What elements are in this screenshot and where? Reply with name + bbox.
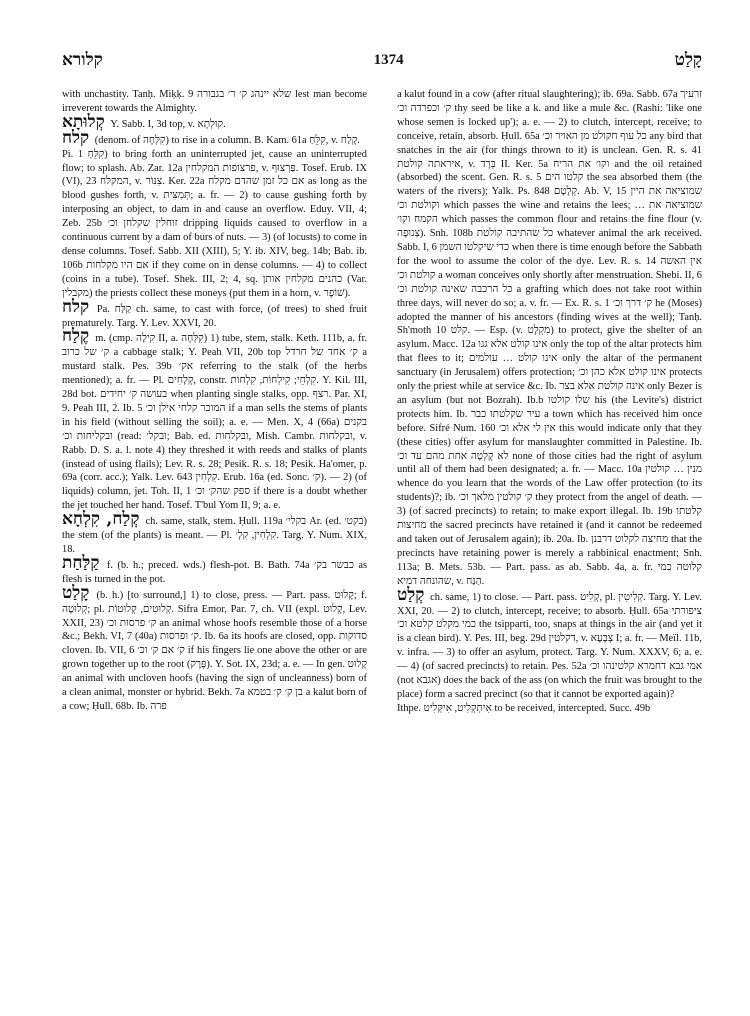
entry-headword: קלח — [62, 296, 90, 317]
entry-headword: קָלַט — [62, 582, 90, 603]
entry-text: (b. h.) [to surround,] 1) to close, press. — Part. pass. קָלוּט; f. קְלוּטָה; pl. קְלוּטִים, קְלוּטוֹת. Sifra Emor, Par. 7, ch. VII (expl. קָלוּט, Lev. XXII, 23) ק׳ פרסות וכ׳ an animal whose hoofs resemble those of a horse &c.; Bekh. VI, 7 (40a) ק׳ ופרסות. Ib. 6a its hoofs are closed, opp. סדוקות cloven. Ib. VII, 6 ק׳ אם ק׳ וכ׳ if his fingers lie one above the other or are grown together up to the root (פֶּרֶק). Y. Sot. IX, 23d; a. e. — In gen. קָלוּט an animal with uncloven hoofs (having the sign of uncleanness) born of a clean animal, monster or hybrid. Bekh. 7a בן ק׳ ק׳ בטמא a kalut born of a cow; Ḥull. 68b. Ib. פרה — [62, 589, 367, 712]
entry-headword: קַלַּחַת — [62, 552, 100, 573]
dictionary-entry — [397, 584, 702, 702]
dictionary-entry — [62, 509, 367, 557]
entry-text: ch. same, 1) to close. — Part. pass. קְלִיט, pl. קְלִיטִין. Targ. Y. Lev. XXI, 20. — 2) to clutch, intercept, receive; to absorb. Ḥull. 65a ציפורתי כמי מקלט קלטא וכ׳ the tsipparti, too, snaps at things in the air (and yet it is a clean bird). Y. Pes. III, beg. 29d דקלטין, v. צְבָעָא I; a. fr. — Meïl. 11b, v. infra. — 3) to offer an asylum, protect. Targ. Y. Num. XXXV, 6; a. e. — 4) (of sacred precincts) to retain. Pes. 52a אמי גבא דחמרא קלטינהו וכ׳ (not אגבא) does the back of the ass (on which the fruit was brought to the place) form a sacred precinct (so that it cannot be exported again)? — [397, 591, 702, 700]
entry-headword: קְלוּתָא — [62, 111, 105, 132]
entry-headword: קֶלַח — [62, 326, 90, 347]
entry-text: Pa. קַלַּח ch. same, to cast with force, (of trees) to shed fruit prematurely. Targ. Y. Lev. XXVI, 20. — [62, 303, 367, 329]
right-running-head: קָלַט — [674, 50, 702, 70]
dictionary-entry — [62, 326, 367, 513]
entry-text: Y. Sabb. I, 3d top, v. קוּלְתָא. — [110, 118, 226, 130]
entry-text: f. (b. h.; preced. wds.) flesh-pot. B. Bath. 74a כבשר בק׳ as flesh is turned in the pot. — [62, 559, 367, 585]
dictionary-entry — [62, 127, 367, 148]
entry-text: Ithpe. אִיתְקְלִיט, אִיקְּלִיט to be received, intercepted. Succ. 49b — [397, 702, 651, 714]
entry-headword: קלח — [62, 127, 90, 148]
dictionary-entry — [62, 148, 367, 301]
left-column — [62, 88, 367, 1000]
entry-text: m. (cmp. קִילָה II, a. קִלְּחָה) 1) tube, stem, stalk. Keth. 111b, a. fr. ק׳ של כרוב a cabbage stalk; Y. Peah VII, 20b top ק׳ אחד של חרדל a mustard stalk. Pes. 39b אק׳ referring to the stalk (of the herbs mentioned); a. fr. — Pl. קְלָחִים, constr. קִלְחֵי; קִילְחוֹת, קִלְחוֹת. Y. Kil. III, 28d bot. בעושה ק׳ יחידים when planting single stalks, opp. רצף. Par. XI, 9. Peah III, 2. Ib. 5 המוכר קלחי אילן וכ׳ if a man sells the stems of plants in his field (without selling the soil); a. e. — Men. X, 4 (66a) בקנים ובקליחות וכ׳ (read: ובקל׳; Bab. ed. ובקלחות, Mish. Cambr. ובקלחות, v. Rabb. D. S. a. l. note 4) they threshed it with reeds and stalks of plants (instead of using flails); Lev. R. s. 28; Pesik. R. s. 18; Pesik. Ha'omer, p. 69a (corr. acc.); Yalk. Lev. 643 קִלְחִין. Erub. 16a (ed. Sonc. ק׳). — 2) (of liquids) column, jet. Toh. II, 1 ספק שהק׳ וכ׳ if there is a doubt whether the jet touched her hand. Tosef. T'bul Yom II, 9; a. e. — [62, 333, 367, 512]
dictionary-entry — [62, 296, 367, 331]
page-number: 1374 — [373, 51, 404, 68]
entry-text: Pi. קִלֵּחַ 1) to bring forth an uninterrupted jet, cause an uninterrupted flow; to splash. Ab. Zar. 12a פרצופות המקלחין, v. פַּרְצוּף. Tosef. Erub. IX (VI), 23 המקלח, v. צִנּוֹר. Ker. 22a אם כל זמן שהדם מקלח as long as the blood gushes forth, v. תְּמִצִּית; a. fr. — 2) to cause gushing forth by interposing an object, to dam in and cause an overflow. Eduy. VII, 4; Zeb. 25b זוחלין שקלחן וכ׳ dripping liquids caused to overflow in a continuous current by a dam of burs of nuts. — 3) (of locusts) to come in dense columns. Tosef. Sabb. XII (XIII), 5; Y. ib. XIV, beg. 14b; Bab. ib. 106b אם היו מקלחות if they come on in dense columns. — 4) to collect (coins in a tube). Tosef. Shek. III, 2; 4, sq. כהנים מקלחין אותן (Var. מקבלין) the priests collect these moneys (put them in a horn, v. שׁוֹפָר). — [62, 148, 367, 299]
dictionary-columns — [62, 88, 702, 1000]
entry-text: ch. same, stalk, stem. Ḥull. 119a בקלי׳ Ar. (ed. בקט׳) the stem (of the plants) is meant. — Pl. קִלְחִין, קִלְ׳. Targ. Y. Num. XIX, 18. — [62, 516, 367, 555]
left-running-head: קלורא — [62, 50, 103, 70]
entry-headword: קְלַט — [397, 584, 425, 605]
entry-text: with unchastity. Tanḥ. Miḳḳ. 9 שלא יינהג ק׳ ר׳ בגבורה lest man become irreverent towards the Almighty. — [62, 89, 367, 114]
right-column — [397, 88, 702, 1000]
dictionary-entry — [397, 88, 702, 589]
dictionary-entry — [62, 88, 367, 116]
page-header — [62, 48, 702, 72]
entry-text: (denom. of קִלְּחָה) to rise in a column. B. Kam. 61a קִלֵּחַ, v. קָלַח. — [94, 134, 360, 146]
entry-text: a kalut found in a cow (after ritual slaughtering); ib. 69a. Sabb. 67a זרעיך ק׳ וכפרדה וכ׳ thy seed be like a k. and like a mule &c. (Rashi: 'like one whose semen is locked up'); a. e. — 2) to clutch, intercept, receive; to conceive, retain, absorb. Ḥull. 65a כל עוף חקולט מן האויר וכ׳ any bird that snatches in the air (for things thrown to it) is unclean. Gen. R. s. 41 איראתה קולטת, v. בְּרָד II. Ker. 5a וקו׳ את הריח and the oil retained (absorbed) the scent. Gen. R. s. 5 קלטו הים the sea absorbed them (the waters of the rivers); Yalk. Ps. 848 קְלָטָם. Ab. V, 15 שמוציאה את היין וקולטת וכ׳ which passes the wine and retains the lees; … שמוציאה את הקמח וקו׳ which passes the common flour and retains the fine flour (v. צְנוּפָה). Snh. 108b כל שהתיבה קולטת whatever animal the ark received. Sabb. I, 6 כדי שיקלטו השמן when there is time enough before the Sabbath for the wool to assume the color of the dye. Lev. R. s. 14 אין האשה קולטת וכ׳ a woman conceives only shortly after menstruation. Shebi. II, 6 כל הרכבה שאינה קולטת וכ׳ a grafting which does not take root within three days, will never do so; a. v. fr. — Ex. R. s. 1 ק׳ דרך וכ׳ he (Moses) adopted the manner of his ancestors (finding wives at the well); Tanḥ. Sh'moth 10 קלט. — Esp. (v. מִקְלָט) to protect, give the shelter of an asylum. Macc. 12a אינו קולט אלא גגו only the top of the altar protects him that flees to it; אינו קולט … עולמים only the altar of the permanent sanctuary (in Jerusalem) offers protection; אינו קולט אלא כהן וכ׳ protects only the priest while at service &c. Ib. אינה קולטת אלא בצר only Bezer is an asylum (but not Bozrah). Ib.b שלו קולטו his (the Levite's) district protects him. Ib. עיר שקלטתו כבר a town which has received him once before. Sifré Num. 160 אין לי אלא וכ׳ this would indicate only that they (these cities) offer asylum for manslaughter committed in Palestine. Ib. לא קָלְטָה אחת מהם עד וכ׳ none of those cities had the right of asylum until all of them had been designated; a. fr. — Macc. 10a מנין … קולטין whence do you learn that the words of the Law offer protection (to its students)?; ib. ק׳ קולטין מלאך וכ׳ they protect from the angel of death. — 3) (of sacred precincts) to retain; to make export illegal. Ib. 19b קלטתו מחיצות the sacred precincts have retained it (and it cannot be redeemed and taken out of Jerusalem again); ib. 20a. Ib. מחיצה לקלוט דרבנן that the precincts have retaining power is merely a rabbinical enactment; Snh. 113a; B. Mets. 53b. — Part. pass. as ab. Sabb. 4a, a. fr. קלוטה כמי שהונחה דמיא, v. הַנַּח. — [397, 89, 702, 587]
entry-headword: קְלַח, קִלְחָא — [62, 509, 140, 530]
dictionary-entry — [397, 702, 702, 716]
dictionary-entry — [62, 582, 367, 714]
dictionary-entry — [62, 552, 367, 587]
dictionary-entry — [62, 111, 367, 132]
